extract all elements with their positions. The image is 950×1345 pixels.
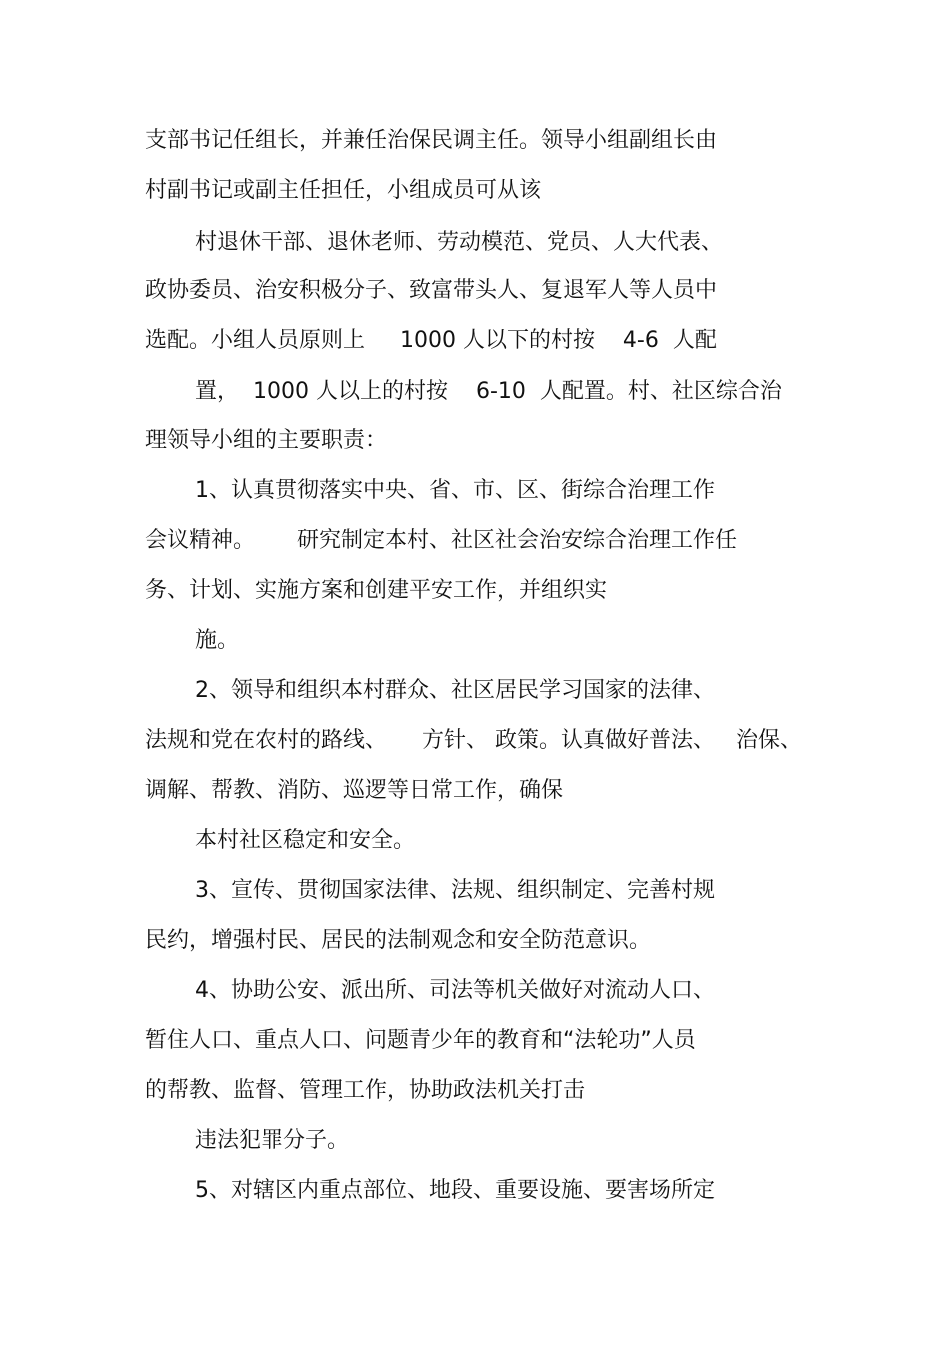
text-line: 5、对辖区内重点部位、地段、重要设施、要害场所定 bbox=[195, 1178, 715, 1203]
text-line: 民约，增强村民、居民的法制观念和安全防范意识。 bbox=[145, 928, 652, 953]
text-line: 暂住人口、重点人口、问题青少年的教育和“法轮功”人员 bbox=[145, 1028, 696, 1053]
text-line: 的帮教、监督、管理工作，协助政法机关打击 bbox=[145, 1078, 586, 1103]
text-line: 村退休干部、退休老师、劳动模范、党员、人大代表、 bbox=[195, 230, 724, 255]
text-line: 选配。小组人员原则上 1000 人以下的村按 4-6 人配 bbox=[145, 328, 717, 353]
text-line: 理领导小组的主要职责： bbox=[145, 428, 388, 453]
text-line: 政协委员、治安积极分子、致富带头人、复退军人等人员中 bbox=[145, 278, 718, 303]
text-line: 2、领导和组织本村群众、社区居民学习国家的法律、 bbox=[195, 678, 715, 703]
text-line: 3、宣传、贯彻国家法律、法规、组织制定、完善村规 bbox=[195, 878, 715, 903]
text-line: 调解、帮教、消防、巡逻等日常工作，确保 bbox=[145, 778, 564, 803]
text-line: 违法犯罪分子。 bbox=[195, 1128, 350, 1153]
text-line: 法规和党在农村的路线、 方针、 政策。认真做好普法、 治保、 bbox=[145, 728, 802, 753]
text-line: 支部书记任组长，并兼任治保民调主任。领导小组副组长由 bbox=[145, 128, 718, 153]
text-line: 施。 bbox=[195, 628, 240, 653]
text-line: 本村社区稳定和安全。 bbox=[195, 828, 416, 853]
text-line: 4、协助公安、派出所、司法等机关做好对流动人口、 bbox=[195, 978, 715, 1003]
text-line: 会议精神。 研究制定本村、社区社会治安综合治理工作任 bbox=[145, 528, 737, 553]
text-line: 务、计划、实施方案和创建平安工作，并组织实 bbox=[145, 578, 608, 603]
text-line: 置， 1000 人以上的村按 6-10 人配置。村、社区综合治 bbox=[195, 379, 782, 404]
text-line: 1、认真贯彻落实中央、省、市、区、街综合治理工作 bbox=[195, 478, 715, 503]
text-line: 村副书记或副主任担任，小组成员可从该 bbox=[145, 178, 542, 203]
